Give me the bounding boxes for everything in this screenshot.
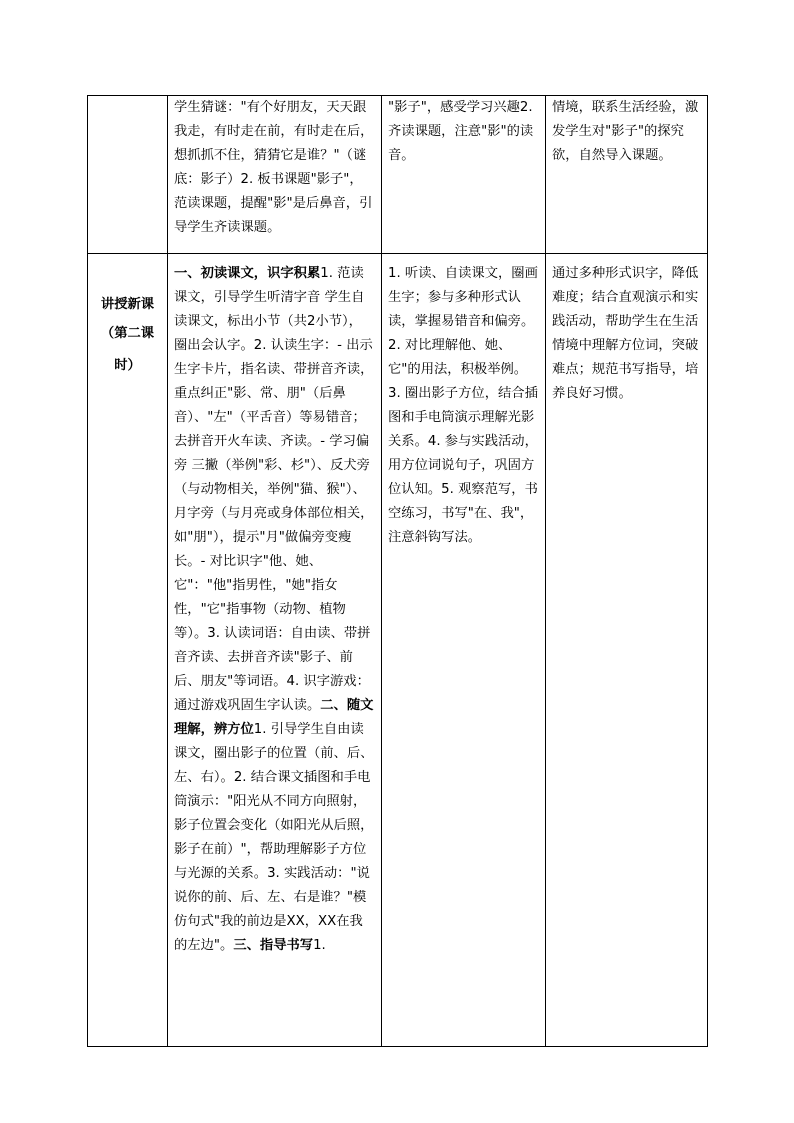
teacher-activity-cell: 学生猜谜："有个好朋友，天天跟我走，有时走在前，有时走在后，想抓抓不住，猜猜它是谁？"（谜底：影子）2. 板书课题"影子"，范读课题，提醒"影"是后鼻音，引导学生齐读课题。 — [168, 96, 382, 254]
section-heading-1: 一、初读课文，识字积累 — [174, 266, 321, 281]
stage-cell-empty — [88, 96, 168, 254]
lesson-plan-table — [87, 95, 708, 1047]
section-heading-2: 二、随文理解，辨方位 — [174, 698, 374, 737]
stage-title: 讲授新课 — [100, 297, 155, 312]
section-text-1: 1. 范读课文，引导学生听清字音 学生自读课文，标出小节（共2小节），圈出会认字。2. 认读生字：- 出示生字卡片，指名读、带拼音齐读，重点纠正"影、常、朋"（后鼻音）、"左"（平舌音）等易错音；去拼音开火车读、齐读。- 学习偏旁 三撇（举例"彩、杉"）、反犬旁（与动物相关，举例"猫、猴"）、月字旁（与月亮或身体部位相关，如"朋"），提示"月"做偏旁变瘦长。- 对比识字"他、她、它"："他"指男性，"她"指女性，"它"指事物（动物、植物等）。3. 认读词语：自由读、带拼音齐读、去拼音齐读"影子、前后、朋友"等词语。4. 识字游戏：通过游戏巩固生字认读。 — [174, 266, 374, 713]
section-text-2: 1. 引导学生自由读课文，圈出影子的位置（前、后、左、右）。2. 结合课文插图和手电筒演示："阳光从不同方向照射，影子位置会变化（如阳光从后照，影子在前）"，帮助理解影子方位与光源的关系。3. 实践活动："说说你的前、后、左、右是谁？"模仿句式"我的前边是XX，XX在我的左边"。 — [174, 722, 374, 953]
stage-subtitle: （第二课时） — [100, 326, 155, 373]
table-row-new-lesson — [88, 254, 708, 1047]
section-heading-3: 三、指导书写 — [233, 938, 314, 953]
student-activity-cell: "影子"，感受学习兴趣2. 齐读课题，注意"影"的读音。 — [382, 96, 546, 254]
section-text-3: 1. — [313, 938, 326, 953]
stage-cell — [88, 254, 168, 1047]
teacher-activity-cell — [168, 254, 382, 1047]
design-intent-cell: 通过多种形式识字，降低难度；结合直观演示和实践活动，帮助学生在生活情境中理解方位词，突破难点；规范书写指导，培养良好习惯。 — [546, 254, 708, 1047]
design-intent-cell: 情境，联系生活经验，激发学生对"影子"的探究欲，自然导入课题。 — [546, 96, 708, 254]
student-activity-cell: 1. 听读、自读课文，圈画生字；参与多种形式认读，掌握易错音和偏旁。2. 对比理解他、她、它"的用法，积极举例。3. 圈出影子方位，结合插图和手电筒演示理解光影关系。4. 参与实践活动，用方位词说句子，巩固方位认知。5. 观察范写，书空练习，书写"在、我"，注意斜钩写法。 — [382, 254, 546, 1047]
table-row-intro — [88, 96, 708, 254]
